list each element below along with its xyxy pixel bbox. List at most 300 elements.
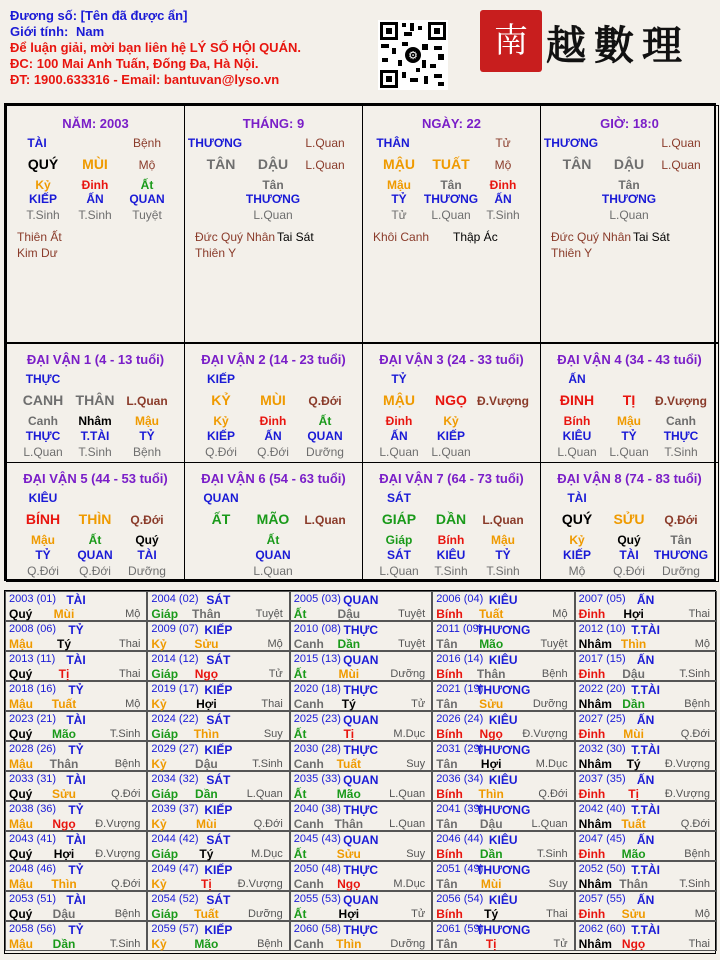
year-stem: Đinh — [578, 787, 606, 801]
hidden-stage: L.Quan — [253, 208, 293, 222]
year-ten-god: ẤN — [636, 833, 655, 847]
star-name: Thiên Y — [195, 246, 237, 260]
hidden-stage: Tử — [391, 208, 407, 222]
hidden-ten-god: TỶ — [139, 429, 155, 443]
hidden-stem: Tân — [618, 178, 640, 192]
year-cell — [575, 621, 717, 651]
heavenly-stem: QUÝ — [27, 156, 59, 172]
year-stem: Giáp — [151, 667, 179, 681]
year-stem: Ất — [293, 787, 307, 801]
year-cell — [575, 771, 717, 801]
year-cell — [432, 861, 574, 891]
star-name: Thiên Ất — [17, 230, 62, 244]
year-ten-god: ẤN — [636, 893, 655, 907]
heavenly-stem: QUÝ — [561, 511, 593, 527]
year-cell — [432, 831, 574, 861]
pillar-cell — [362, 105, 541, 343]
year-stem: Mậu — [9, 757, 33, 771]
year-stage: M.Dục — [535, 758, 568, 770]
year-stem: Canh — [293, 937, 324, 951]
hidden-stage: Q.Đới — [205, 445, 237, 459]
year-ten-god: KIẾP — [204, 743, 233, 757]
year-ten-god: KIÊU — [488, 653, 518, 667]
year-stage: Bệnh — [684, 698, 710, 710]
earthly-branch: SỬU — [613, 511, 645, 527]
pillar-title: NĂM: 2003 — [62, 116, 129, 131]
star-name: Đức Quý Nhân — [195, 230, 276, 244]
hidden-stage: Bệnh — [132, 445, 162, 459]
lyso-logo — [480, 10, 710, 72]
hidden-stem: Giáp — [385, 533, 413, 547]
year-cell — [147, 651, 289, 681]
year-branch: Mùi — [480, 877, 502, 891]
hidden-stem: Mậu — [135, 414, 159, 428]
year-label: 2010 (08) — [293, 623, 341, 635]
year-ten-god: THỰC — [343, 683, 379, 697]
dai-van-cell — [540, 462, 719, 582]
year-cell — [290, 651, 432, 681]
hidden-ten-god: QUAN — [77, 548, 113, 562]
year-label: 2041 (39) — [436, 803, 484, 815]
year-stem: Quý — [9, 667, 33, 681]
year-label: 2033 (31) — [9, 773, 57, 785]
year-ten-god: SÁT — [206, 773, 231, 787]
year-stage: Đ.Vượng — [95, 848, 141, 860]
year-branch: Tuất — [478, 607, 504, 621]
year-ten-god: KIÊU — [488, 773, 518, 787]
earthly-branch: MÙI — [82, 156, 108, 172]
pillar-title: NGÀY: 22 — [422, 116, 481, 131]
hidden-stage: L.Quan — [431, 445, 471, 459]
hidden-ten-god: ẤN — [390, 429, 408, 443]
year-branch: Tuất — [621, 817, 646, 831]
year-label: 2039 (37) — [151, 803, 199, 815]
hidden-stage: L.Quan — [557, 445, 597, 459]
ten-god-label: KIẾP — [206, 372, 236, 386]
year-branch: Ngọ — [52, 817, 76, 831]
year-label: 2011 (09) — [436, 623, 483, 635]
dai-van-title: ĐẠI VẬN 7 (64 - 73 tuổi) — [379, 471, 524, 486]
year-stem: Kỷ — [151, 637, 167, 651]
year-label: 2038 (36) — [9, 803, 57, 815]
dai-van-title: ĐẠI VẬN 2 (14 - 23 tuổi) — [201, 352, 346, 367]
year-ten-god: KIẾP — [204, 683, 233, 697]
stage-label: Mộ — [494, 158, 512, 172]
hidden-ten-god: TÀI — [137, 548, 157, 562]
year-ten-god: SÁT — [206, 653, 231, 667]
year-label: 2044 (42) — [151, 833, 199, 845]
hidden-stage: T.Sinh — [486, 208, 520, 222]
year-stage: Q.Đới — [538, 788, 568, 800]
year-cell — [575, 861, 717, 891]
year-label: 2026 (24) — [436, 713, 484, 725]
year-ten-god: QUAN — [343, 593, 379, 607]
year-stage: Tử — [553, 938, 568, 950]
hidden-ten-god: THỰC — [25, 429, 61, 443]
hidden-stage: T.Sinh — [78, 208, 112, 222]
year-cell — [5, 801, 147, 831]
year-cell — [5, 891, 147, 921]
year-ten-god: ẤN — [636, 653, 655, 667]
year-branch: Sửu — [621, 907, 646, 921]
hidden-ten-god: TỶ — [35, 548, 51, 562]
ten-god-label: QUAN — [203, 491, 239, 505]
year-cell — [432, 801, 574, 831]
year-cell — [5, 861, 147, 891]
year-label: 2018 (16) — [9, 683, 57, 695]
ten-god-label: THƯƠNG — [543, 136, 599, 150]
hidden-stem: Ất — [318, 414, 332, 428]
hidden-stem: Mậu — [387, 178, 411, 192]
year-ten-god: SÁT — [206, 833, 231, 847]
stage-label: L.Quan — [304, 513, 346, 527]
year-stage: T.Sinh — [109, 938, 141, 950]
year-label: 2049 (47) — [151, 863, 199, 875]
year-cell — [5, 651, 147, 681]
year-stage: Tuyệt — [540, 638, 568, 650]
year-stage: Đ.Vượng — [664, 758, 710, 770]
year-stem: Nhâm — [578, 877, 612, 891]
year-branch: Tuất — [51, 697, 77, 711]
hidden-stage: L.Quan — [379, 564, 419, 578]
year-cell — [575, 921, 717, 951]
year-ten-god: TỶ — [68, 923, 84, 937]
hidden-ten-god: KIẾP — [28, 192, 58, 206]
year-label: 2005 (03) — [293, 593, 341, 605]
year-label: 2031 (29) — [436, 743, 484, 755]
year-branch: Tị — [628, 787, 639, 801]
gender-line — [10, 24, 301, 40]
year-stage: L.Quan — [246, 788, 283, 800]
year-label: 2062 (60) — [578, 923, 626, 935]
year-ten-god: TÀI — [66, 773, 86, 787]
year-ten-god: T.TÀI — [631, 923, 660, 937]
year-label: 2017 (15) — [578, 653, 626, 665]
year-ten-god: TÀI — [66, 593, 86, 607]
year-ten-god: KIẾP — [204, 623, 233, 637]
year-branch: Hợi — [338, 907, 360, 921]
heavenly-stem: ẤT — [211, 511, 231, 527]
hidden-stem: Tân — [670, 533, 692, 547]
dai-van-title: ĐẠI VẬN 6 (54 - 63 tuổi) — [201, 471, 346, 486]
year-label: 2023 (21) — [9, 713, 57, 725]
hidden-ten-god: T.TÀI — [80, 429, 110, 443]
hidden-stage: L.Quan — [23, 445, 63, 459]
year-stage: L.Quan — [389, 818, 426, 830]
hidden-stem: Kỷ — [569, 533, 585, 547]
year-label: 2024 (22) — [151, 713, 199, 725]
hidden-stem: Kỷ — [35, 178, 51, 192]
stage-label: L.Quan — [305, 136, 345, 150]
dai-van-cell — [184, 343, 363, 463]
dai-van-title: ĐẠI VẬN 4 (34 - 43 tuổi) — [557, 352, 702, 367]
year-cell — [575, 711, 717, 741]
year-stage: M.Dục — [393, 728, 426, 740]
year-stage: T.Sinh — [109, 728, 141, 740]
hidden-stage: T.Sinh — [434, 564, 468, 578]
hidden-ten-god: THƯƠNG — [601, 192, 657, 206]
year-label: 2045 (43) — [293, 833, 341, 845]
year-ten-god: TỶ — [68, 683, 84, 697]
year-cell — [575, 801, 717, 831]
owner-name: Đương số: [Tên đã được ẩn] — [10, 8, 188, 23]
year-stem: Tân — [436, 637, 458, 651]
year-label: 2028 (26) — [9, 743, 57, 755]
year-stage: T.Sinh — [252, 758, 283, 770]
year-cell — [290, 801, 432, 831]
year-stem: Đinh — [578, 907, 606, 921]
annual-luck-table — [4, 590, 716, 954]
year-label: 2051 (49) — [436, 863, 484, 875]
year-cell — [147, 831, 289, 861]
year-label: 2029 (27) — [151, 743, 199, 755]
ten-god-label: THỰC — [25, 372, 61, 386]
dai-van-cell — [6, 343, 185, 463]
year-stem: Giáp — [151, 907, 179, 921]
year-branch: Mùi — [53, 607, 75, 621]
year-branch: Tị — [58, 667, 70, 681]
hidden-stage: L.Quan — [609, 445, 649, 459]
year-cell — [290, 921, 432, 951]
year-label: 2060 (58) — [293, 923, 341, 935]
hidden-stage: T.Sinh — [78, 445, 112, 459]
year-stem: Quý — [9, 607, 33, 621]
year-label: 2030 (28) — [293, 743, 341, 755]
hidden-stage: Dưỡng — [128, 564, 166, 578]
year-stage: T.Sinh — [679, 878, 710, 890]
year-branch: Thân — [334, 817, 364, 831]
year-cell — [147, 771, 289, 801]
year-branch: Dậu — [622, 667, 645, 681]
year-ten-god: THƯƠNG — [476, 803, 531, 817]
year-label: 2020 (18) — [293, 683, 341, 695]
year-stem: Tân — [436, 937, 458, 951]
year-stage: L.Quan — [531, 818, 568, 830]
dai-van-cell — [6, 462, 185, 582]
year-ten-god: QUAN — [343, 653, 379, 667]
earthly-branch: THÌN — [78, 511, 112, 527]
hidden-ten-god: THỰC — [663, 429, 699, 443]
dai-van-cell — [184, 462, 363, 582]
hidden-ten-god: SÁT — [387, 548, 411, 562]
hidden-stem: Đinh — [259, 414, 287, 428]
earthly-branch: MÃO — [256, 511, 290, 527]
year-branch: Sửu — [479, 697, 504, 711]
hidden-stem: Ất — [88, 533, 102, 547]
year-ten-god: TÀI — [66, 833, 86, 847]
hidden-stage: Q.Đới — [27, 564, 59, 578]
earthly-branch: THÂN — [75, 392, 115, 408]
year-ten-god: THỰC — [343, 923, 379, 937]
year-label: 2047 (45) — [578, 833, 626, 845]
year-label: 2015 (13) — [293, 653, 341, 665]
year-branch: Thân — [49, 757, 79, 771]
year-cell — [432, 771, 574, 801]
year-stem: Nhâm — [578, 697, 612, 711]
year-label: 2061 (59) — [436, 923, 484, 935]
year-ten-god: THƯƠNG — [476, 863, 531, 877]
year-stem: Đinh — [578, 607, 606, 621]
year-label: 2042 (40) — [578, 803, 626, 815]
year-stage: Suy — [263, 728, 283, 740]
year-stem: Mậu — [9, 697, 33, 711]
year-stage: Bệnh — [257, 938, 283, 950]
hidden-stem: Mậu — [491, 533, 515, 547]
hidden-stem: Nhâm — [78, 414, 112, 428]
year-label: 2043 (41) — [9, 833, 57, 845]
year-cell — [432, 651, 574, 681]
hidden-ten-god: KIÊU — [436, 548, 466, 562]
year-stem: Bính — [436, 847, 463, 861]
hidden-stem: Tân — [262, 178, 284, 192]
year-stage: Q.Đới — [111, 878, 141, 890]
hidden-stem: Mậu — [31, 533, 55, 547]
heavenly-stem: TÂN — [562, 156, 592, 172]
year-label: 2034 (32) — [151, 773, 199, 785]
year-cell — [147, 921, 289, 951]
year-stage: Đ.Vượng — [664, 788, 710, 800]
hidden-stage: Q.Đới — [257, 445, 289, 459]
stage-label: L.Quan — [661, 136, 701, 150]
stage-label: Đ.Vượng — [655, 394, 707, 408]
year-label: 2032 (30) — [578, 743, 626, 755]
year-branch: Tý — [626, 757, 641, 771]
year-stage: Thai — [546, 908, 568, 920]
year-branch: Thìn — [336, 937, 362, 951]
year-label: 2009 (07) — [151, 623, 199, 635]
qr-code — [378, 20, 448, 90]
hidden-ten-god: QUAN — [129, 192, 165, 206]
year-label: 2012 (10) — [578, 623, 626, 635]
year-ten-god: TỶ — [68, 743, 84, 757]
hidden-stem: Đinh — [385, 414, 413, 428]
year-label: 2006 (04) — [436, 593, 484, 605]
year-branch: Tị — [485, 937, 497, 951]
year-stem: Tân — [436, 817, 458, 831]
earthly-branch: DẬU — [257, 156, 289, 172]
year-ten-god: THƯƠNG — [476, 923, 531, 937]
year-label: 2003 (01) — [9, 593, 57, 605]
svg-text:⚙: ⚙ — [408, 50, 418, 62]
year-branch: Hợi — [480, 757, 502, 771]
year-cell — [5, 831, 147, 861]
hidden-stage: Q.Đới — [79, 564, 111, 578]
year-cell — [147, 681, 289, 711]
year-ten-god: TÀI — [66, 713, 86, 727]
stage-label: L.Quan — [482, 513, 524, 527]
year-stage: Tử — [268, 668, 283, 680]
year-branch: Hợi — [53, 847, 75, 861]
year-cell — [147, 621, 289, 651]
year-cell — [5, 771, 147, 801]
year-stem: Giáp — [151, 607, 179, 621]
hidden-stem: Canh — [666, 414, 696, 428]
year-ten-god: SÁT — [206, 893, 231, 907]
year-stem: Ất — [293, 907, 307, 921]
year-branch: Dần — [195, 787, 218, 801]
logo-text: 越數理 — [546, 22, 690, 69]
pillar-cell — [540, 105, 719, 343]
contact-phone-email: ĐT: 1900.633316 - Email: bantuvan@lyso.vn — [10, 72, 280, 87]
year-cell — [290, 831, 432, 861]
year-stem: Kỷ — [151, 937, 167, 951]
year-ten-god: TÀI — [66, 893, 86, 907]
year-stem: Quý — [9, 907, 33, 921]
dai-van-cell — [362, 462, 541, 582]
year-stem: Đinh — [578, 727, 606, 741]
year-label: 2016 (14) — [436, 653, 484, 665]
year-branch: Thân — [619, 877, 648, 891]
year-stem: Nhâm — [578, 637, 612, 651]
star-name: Kim Dư — [17, 246, 58, 260]
hidden-stem: Canh — [28, 414, 58, 428]
year-branch: Tý — [341, 697, 356, 711]
year-cell — [432, 711, 574, 741]
year-branch: Dậu — [479, 817, 503, 831]
pillar-cell — [6, 105, 185, 343]
year-label: 2035 (33) — [293, 773, 341, 785]
year-stem: Tân — [436, 697, 458, 711]
year-branch: Thìn — [193, 727, 220, 741]
year-label: 2014 (12) — [151, 653, 199, 665]
year-cell — [147, 711, 289, 741]
year-stem: Bính — [436, 727, 463, 741]
year-stage: Mộ — [267, 638, 283, 650]
year-label: 2037 (35) — [578, 773, 626, 785]
stage-label: Q.Đới — [664, 513, 698, 527]
year-cell — [432, 741, 574, 771]
ten-god-label: THÂN — [376, 136, 410, 150]
dai-van-title: ĐẠI VẬN 1 (4 - 13 tuổi) — [26, 352, 165, 367]
year-stage: Tử — [411, 908, 426, 920]
year-ten-god: KIÊU — [488, 893, 518, 907]
year-branch: Sửu — [51, 787, 77, 801]
year-cell — [575, 831, 717, 861]
earthly-branch: MÙI — [260, 392, 286, 408]
year-ten-god: T.TÀI — [631, 683, 660, 697]
year-stage: Mộ — [125, 698, 141, 710]
hidden-stage: L.Quan — [609, 208, 649, 222]
year-label: 2059 (57) — [151, 923, 199, 935]
year-cell — [575, 891, 717, 921]
year-cell — [432, 891, 574, 921]
year-label: 2057 (55) — [578, 893, 626, 905]
hidden-ten-god: KIẾP — [562, 548, 592, 562]
year-branch: Thân — [476, 667, 506, 681]
year-stage: Suy — [406, 848, 426, 860]
hidden-stage: T.Sinh — [664, 445, 698, 459]
hidden-stage: L.Quan — [379, 445, 419, 459]
logo-seal: 南 — [480, 10, 542, 72]
year-stage: Q.Đới — [680, 728, 710, 740]
year-branch: Mùi — [623, 727, 644, 741]
year-ten-god: TỶ — [68, 623, 84, 637]
year-stem: Mậu — [9, 877, 33, 891]
heavenly-stem: BÍNH — [25, 511, 61, 527]
hidden-ten-god: QUAN — [307, 429, 343, 443]
hidden-ten-god: TÀI — [619, 548, 639, 562]
year-stage: T.Sinh — [679, 668, 710, 680]
hidden-stem: Đinh — [81, 178, 109, 192]
ten-god-label: THƯƠNG — [187, 136, 243, 150]
chart-header — [10, 8, 301, 88]
ten-god-label: ẤN — [568, 372, 586, 386]
stage-label: Tử — [495, 136, 511, 150]
year-ten-god: TỶ — [68, 803, 84, 817]
hidden-ten-god: KIẾP — [436, 429, 466, 443]
year-stem: Kỷ — [151, 877, 167, 891]
dai-van-cell — [362, 343, 541, 463]
